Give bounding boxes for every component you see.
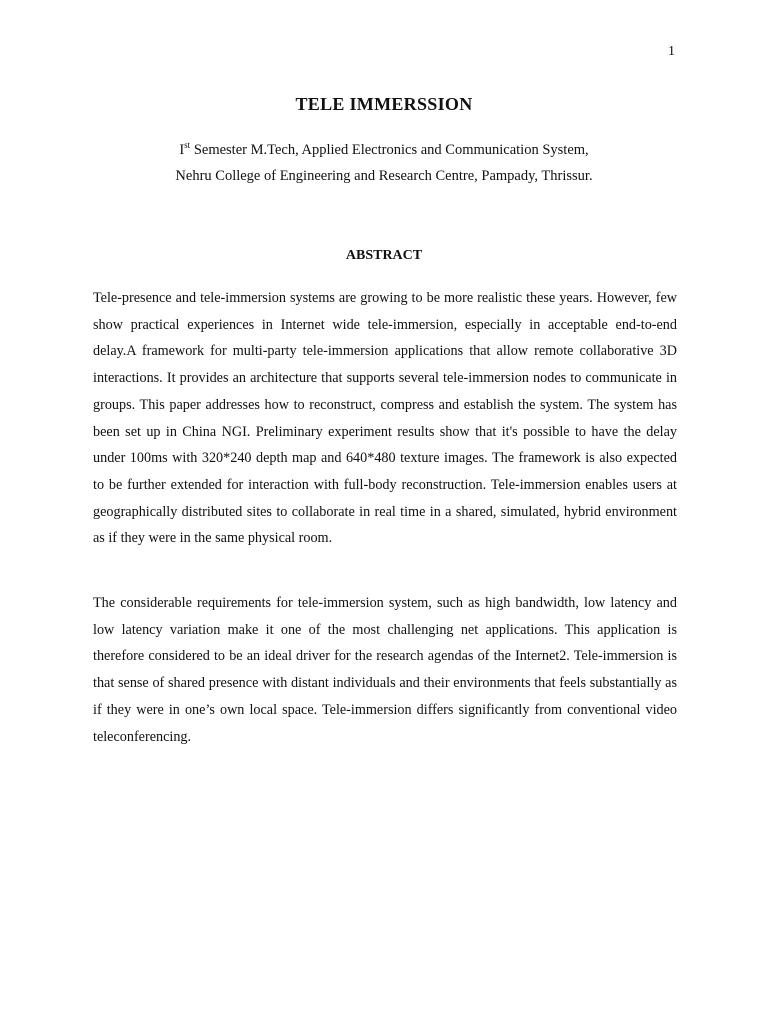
abstract-paragraph-2: The considerable requirements for tele-immersion system, such as high bandwidth, low latency and low latency variation make it one of the most challenging net applications. This application is therefore considered to be an ideal driver for the research agendas of the Internet2. Tele-immersion is that sense of shared presence with distant individuals and their environments that feels substantially as if they were in one’s own local space. Tele-immersion differs significantly from conventional video teleconferencing. <box>93 595 677 745</box>
affiliation-program: Semester M.Tech, Applied Electronics and Communication System, <box>190 142 589 158</box>
affiliation-line-2: Nehru College of Engineering and Research Centre, Pampady, Thrissur. <box>175 168 593 184</box>
page-number: 1 <box>668 44 675 59</box>
affiliation-ordinal-suffix: st <box>184 140 191 151</box>
paper-title: TELE IMMERSSION <box>295 94 473 114</box>
abstract-heading: ABSTRACT <box>345 248 423 263</box>
affiliation-ordinal: I <box>179 142 185 158</box>
abstract-paragraph-1: Tele-presence and tele-immersion systems are growing to be more realistic these years. However, few show practical experiences in Internet wide tele-immersion, especially in acceptable end-to-end delay.A framework for multi-party tele-immersion applications that allow remote collaborative 3D interactions. It provides an architecture that supports several tele-immersion nodes to communicate in groups. This paper addresses how to reconstruct, compress and establish the system. The system has been set up in China NGI. Preliminary experiment results show that it's possible to have the delay under 100ms with 320*240 depth map and 640*480 texture images. The framework is also expected to be further extended for interaction with full-body reconstruction. Tele-immersion enables users at geographically distributed sites to collaborate in real time in a shared, simulated, hybrid environment as if they were in the same physical room. <box>93 290 677 547</box>
affiliation-line-1 <box>0 142 768 159</box>
